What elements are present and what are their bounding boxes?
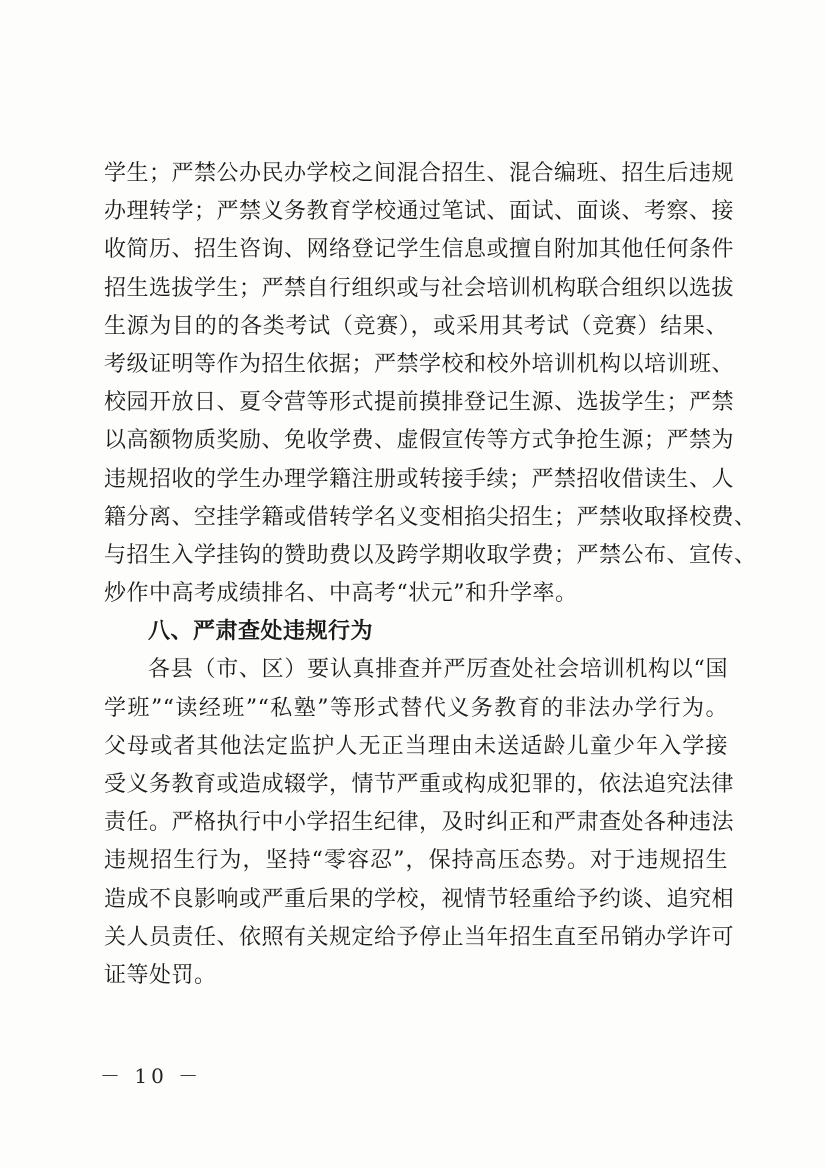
section-heading: 八、严肃查处违规行为 <box>148 619 374 645</box>
text-line: 学班”“读经班”“私塾”等形式替代义务教育的非法办学行为。 <box>104 695 728 721</box>
text-line: 炒作中高考成绩排名、中高考“状元”和升学率。 <box>104 581 578 607</box>
text-line: 生源为目的的各类考试（竞赛），或采用其考试（竞赛）结果、 <box>104 313 728 339</box>
body-text <box>104 155 757 995</box>
text-line: 父母或者其他法定监护人无正当理由未送适龄儿童少年入学接 <box>104 733 728 759</box>
text-line: 造成不良影响或严重后果的学校，视情节轻重给予约谈、追究相 <box>104 886 735 912</box>
text-line: 办理转学；严禁义务教育学校通过笔试、面试、面谈、考察、接 <box>104 199 735 225</box>
text-line: 受义务教育或造成辍学，情节严重或构成犯罪的，依法追究法律 <box>104 772 735 797</box>
text-line: 招生选拔学生；严禁自行组织或与社会培训机构联合组织以选拔 <box>104 275 735 301</box>
text-line: 考级证明等作为招生依据；严禁学校和校外培训机构以培训班、 <box>104 351 735 377</box>
text-line: 责任。严格执行中小学招生纪律，及时纠正和严肃查处各种违法 <box>104 810 735 836</box>
text-line: 与招生入学挂钩的赞助费以及跨学期收取学费；严禁公布、宣传、 <box>104 542 757 568</box>
text-line: 籍分离、空挂学籍或借转学名义变相掐尖招生；严禁收取择校费、 <box>104 504 757 530</box>
text-line: 证等处罚。 <box>104 962 217 988</box>
text-line: 以高额物质奖励、免收学费、虚假宣传等方式争抢生源；严禁为 <box>104 428 735 454</box>
text-line: 学生；严禁公办民办学校之间混合招生、混合编班、招生后违规 <box>104 161 735 186</box>
text-line: 关人员责任、依照有关规定给予停止当年招生直至吊销办学许可 <box>104 924 735 950</box>
text-line: 违规招生行为，坚持“零容忍”，保持高压态势。对于违规招生 <box>104 848 728 874</box>
page-number: － 10 － <box>100 1064 203 1088</box>
text-line: 各县（市、区）要认真排查并严厉查处社会培训机构以“国 <box>148 657 728 683</box>
text-line: 收简历、招生咨询、网络登记学生信息或擅自附加其他任何条件 <box>104 237 735 263</box>
text-line: 校园开放日、夏令营等形式提前摸排登记生源、选拔学生；严禁 <box>104 390 735 416</box>
text-line: 违规招收的学生办理学籍注册或转接手续；严禁招收借读生、人 <box>104 466 735 492</box>
